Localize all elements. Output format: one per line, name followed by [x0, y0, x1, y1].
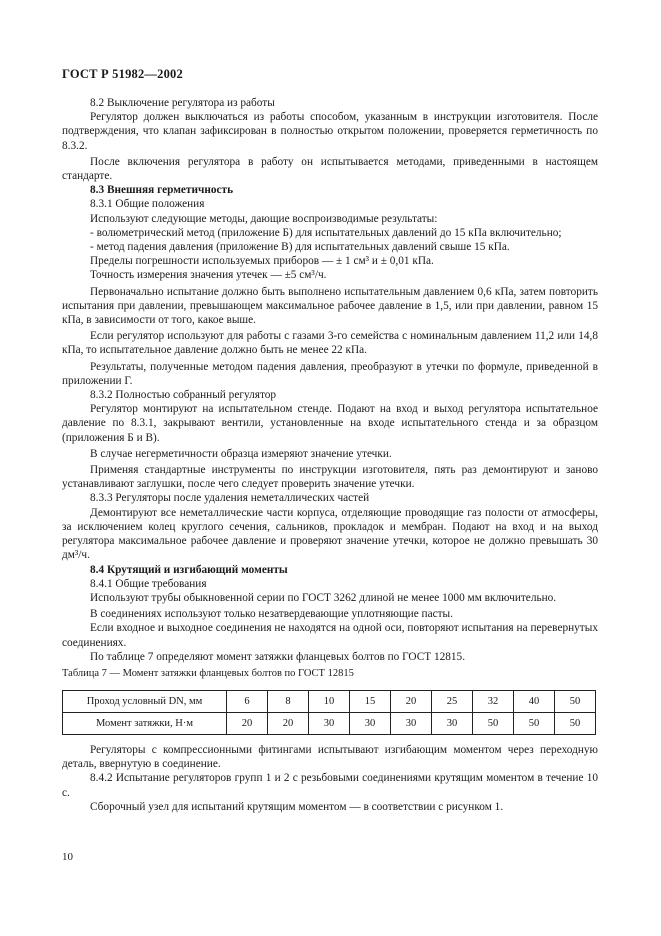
paragraph: 8.4 Крутящий и изгибающий моменты — [90, 563, 288, 576]
paragraph: - волюметрический метод (приложение Б) для испытательных давлений до 15 кПа включительно; — [90, 226, 562, 239]
paragraph: По таблице 7 определяют момент затяжки фланцевых болтов по ГОСТ 12815. — [90, 650, 466, 663]
paragraph: 8.3.3 Регуляторы после удаления неметаллических частей — [90, 492, 370, 505]
table-cell: 30 — [432, 713, 473, 735]
paragraph: Регуляторы с компрессионными фитингами испытывают изгибающим моментом через переходную деталь, ввернутую в соединение. — [62, 744, 598, 771]
paragraph: Используют следующие методы, дающие воспроизводимые результаты: — [90, 212, 438, 225]
table-row — [63, 713, 596, 735]
table-cell: 20 — [391, 691, 432, 713]
table-cell: 20 — [227, 713, 268, 735]
paragraph: Применяя стандартные инструменты по инструкции изготовителя, пять раз демонтируют и заново устанавливают заглушки, после чего следует проверить значение утечки. — [62, 464, 598, 491]
table-7 — [62, 690, 596, 735]
table-cell: 50 — [473, 713, 514, 735]
body-text — [62, 96, 598, 664]
table-cell: 50 — [555, 691, 596, 713]
table-cell: 30 — [391, 713, 432, 735]
row-label: Проход условный DN, мм — [63, 691, 227, 713]
paragraph: Регулятор должен выключаться из работы способом, указанным в инструкции изготовителя. После подтверждения, что клапан зафиксирован в полностью открытом положении, проверяется герметичность по 8.3.2. — [62, 111, 598, 152]
paragraph: Пределы погрешности используемых приборов — ± 1 см³ и ± 0,01 кПа. — [90, 255, 434, 268]
paragraph: 8.3 Внешняя герметичность — [90, 184, 234, 197]
paragraph: Первоначально испытание должно быть выполнено испытательным давлением 0,6 кПа, затем повторить испытания при давлении, превышающем максимальное рабочее давление в 1,5, или при давлении, равном 15 кПа, в зависимости от того, какое выше. — [62, 285, 598, 327]
paragraph: Демонтируют все неметаллические части корпуса, отделяющие проводящие газ полости от атмосферы, за исключением колец круглого сечения, сальников, прокладок и мембран. Подают на вход и на выход регулятора максимальное рабочее давление и проверяют значение утечки, которое не должно превышать 30 дм³/ч. — [62, 506, 598, 562]
paragraph: Точность измерения значения утечек — ±5 см³/ч. — [90, 269, 327, 282]
paragraph: В соединениях используют только незатвердевающие уплотняющие пасты. — [90, 608, 453, 621]
table-cell: 50 — [514, 713, 555, 735]
table-cell: 25 — [432, 691, 473, 713]
table-cell: 6 — [227, 691, 268, 713]
table-cell: 20 — [268, 713, 309, 735]
paragraph: Если входное и выходное соединения не находятся на одной оси, повторяют испытания на перевернутых соединениях. — [62, 622, 598, 649]
paragraph: После включения регулятора в работу он испытывается методами, приведенными в настоящем стандарте. — [62, 155, 598, 183]
table-row — [63, 691, 596, 713]
paragraph: Регулятор монтируют на испытательном стенде. Подают на вход и выход регулятора испытательное давление по 8.3.1, закрывают вентили, установленные на входе испытательного стенда и за образцом (приложения Б и В). — [62, 403, 598, 444]
paragraph: Используют трубы обыкновенной серии по ГОСТ 3262 длиной не менее 1000 мм включительно. — [90, 591, 557, 604]
paragraph: 8.2 Выключение регулятора из работы — [90, 97, 275, 109]
table-cell: 30 — [309, 713, 350, 735]
paragraph: 8.3.2 Полностью собранный регулятор — [90, 389, 277, 402]
table-cell: 32 — [473, 691, 514, 713]
table-caption: Таблица 7 — Момент затяжки фланцевых болтов по ГОСТ 12815 — [62, 668, 354, 679]
paragraph: 8.4.1 Общие требования — [90, 577, 207, 590]
paragraph: 8.4.2 Испытание регуляторов групп 1 и 2 с резьбовыми соединениями крутящим моментом в течение 10 с. — [62, 772, 598, 799]
paragraph: 8.3.1 Общие положения — [90, 198, 205, 211]
body-text-after-table — [62, 743, 598, 814]
paragraph: - метод падения давления (приложение В) для испытательных давлений свыше 15 кПа. — [90, 241, 510, 254]
table-cell: 40 — [514, 691, 555, 713]
page-number: 10 — [62, 851, 73, 863]
table-cell: 8 — [268, 691, 309, 713]
paragraph: Результаты, полученные методом падения давления, преобразуют в утечки по формуле, приведенной в приложении Г. — [62, 360, 598, 387]
table-cell: 50 — [555, 713, 596, 735]
paragraph: Если регулятор используют для работы с газами 3-го семейства с номинальным давлением 11,2 или 14,8 кПа, то испытательное давление должно быть не менее 22 кПа. — [62, 330, 598, 357]
paragraph: Сборочный узел для испытаний крутящим моментом — в соответствии с рисунком 1. — [90, 800, 504, 813]
standard-header: ГОСТ Р 51982—2002 — [62, 67, 183, 81]
table-cell: 10 — [309, 691, 350, 713]
row-label: Момент затяжки, Н·м — [63, 713, 227, 735]
table-cell: 15 — [350, 691, 391, 713]
paragraph: В случае негерметичности образца измеряют значение утечки. — [90, 447, 392, 460]
table-cell: 30 — [350, 713, 391, 735]
